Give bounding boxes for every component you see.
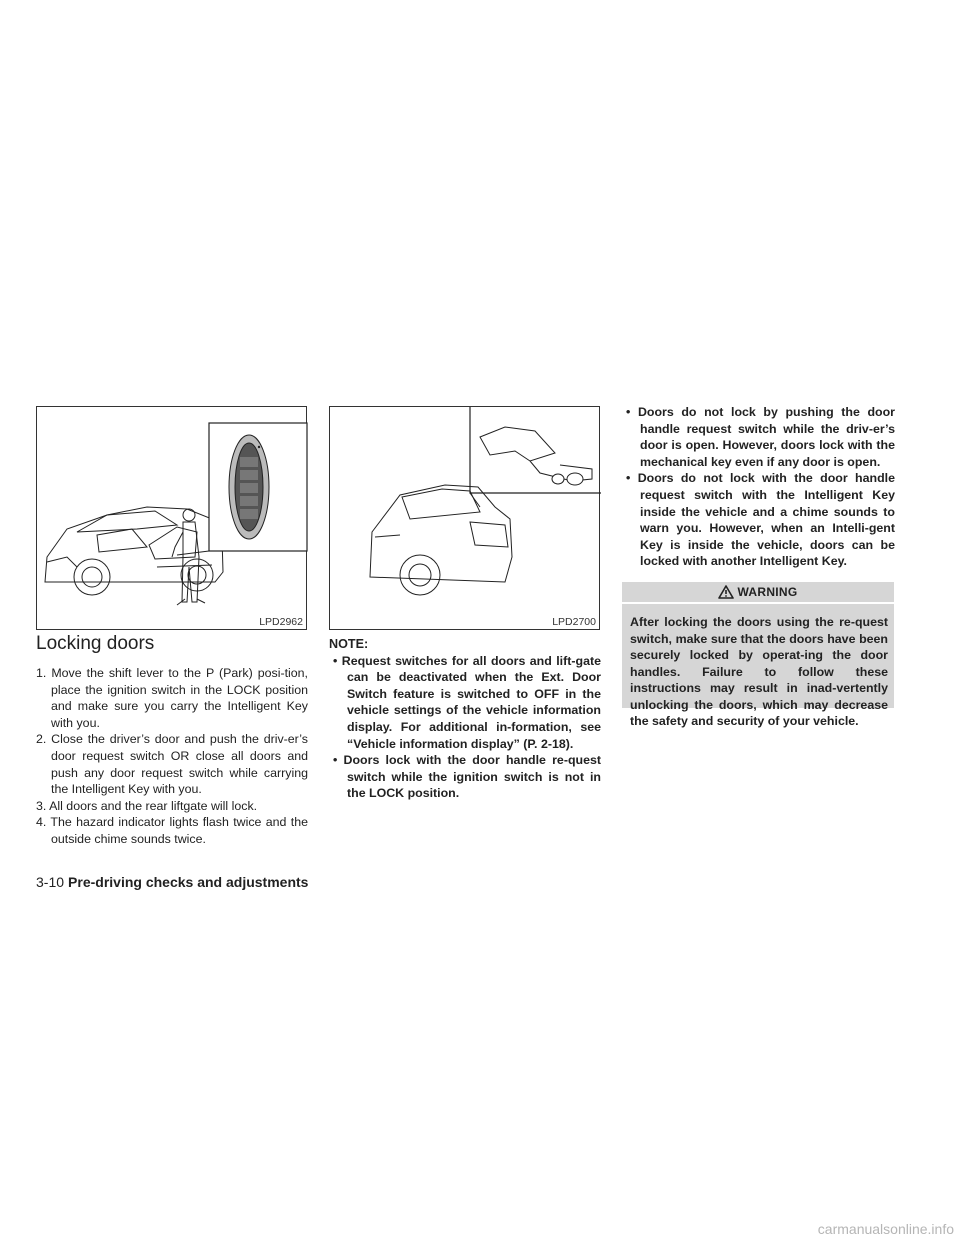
- note-bullet-2: • Doors lock with the door handle re-quest switch while the ignition switch is not in the LOCK position.: [333, 753, 601, 801]
- warning-label: WARNING: [737, 585, 798, 599]
- hand-icon: [480, 427, 592, 485]
- watermark: carmanualsonline.info: [817, 1221, 954, 1237]
- car-illustration: [37, 407, 308, 631]
- section-heading: Locking doors: [36, 633, 155, 654]
- figure-id: LPD2962: [259, 616, 303, 628]
- step-4: 4. The hazard indicator lights flash twice and the outside chime sounds twice.: [36, 815, 308, 846]
- warning-text: After locking the doors using the re-quest switch, make sure that the doors have been securely locked by operat-ing the door handles. Failure to follow these instructions may result in inad-vertently unlocking the doors, which may decrease the safety and security of your vehicle.: [630, 615, 888, 728]
- footer-section-title: Pre-driving checks and adjustments: [68, 874, 309, 890]
- note-block: [329, 636, 601, 802]
- page-number: 3-10: [36, 874, 65, 890]
- figure-id: LPD2700: [552, 616, 596, 628]
- figure-door-handle: [329, 406, 600, 630]
- warning-triangle-icon: [718, 585, 734, 599]
- right-bullet-1: • Doors do not lock by pushing the door handle request switch while the driv-er’s door is open. However, doors lock with the mechanical key even if any door is open.: [626, 405, 895, 469]
- note-title: NOTE:: [329, 637, 369, 651]
- warning-header: [622, 582, 894, 604]
- right-bullet-2: • Doors do not lock with the door handle request switch with the Intelligent Key inside the vehicle and a chime sounds to warn you. However, when an Intelli-gent Key is inside the vehicle, doors can be locked with another Intelligent Key.: [626, 471, 895, 569]
- step-3: 3. All doors and the rear liftgate will lock.: [36, 798, 258, 813]
- step-1: 1. Move the shift lever to the P (Park) posi-tion, place the ignition switch in the LOCK position and make sure you carry the Intelligent Key with you.: [36, 666, 308, 730]
- note-bullet-1: • Request switches for all doors and lift-gate can be deactivated when the Ext. Door Switch feature is switched to OFF in the vehicle settings of the vehicle information display. For additional in-formation, see “Vehicle information display” (P. 2-18).: [333, 653, 601, 751]
- step-2: 2. Close the driver’s door and push the driv-er’s door request switch OR close all doors and push any door request switch while carrying the Intelligent Key with you.: [36, 732, 308, 797]
- page-footer: [36, 874, 308, 890]
- figure-locking-doors: [36, 406, 307, 630]
- right-bullets: [622, 404, 895, 570]
- key-fob-icon: [229, 435, 269, 539]
- door-handle-illustration: [330, 407, 601, 631]
- steps-list: [36, 665, 308, 848]
